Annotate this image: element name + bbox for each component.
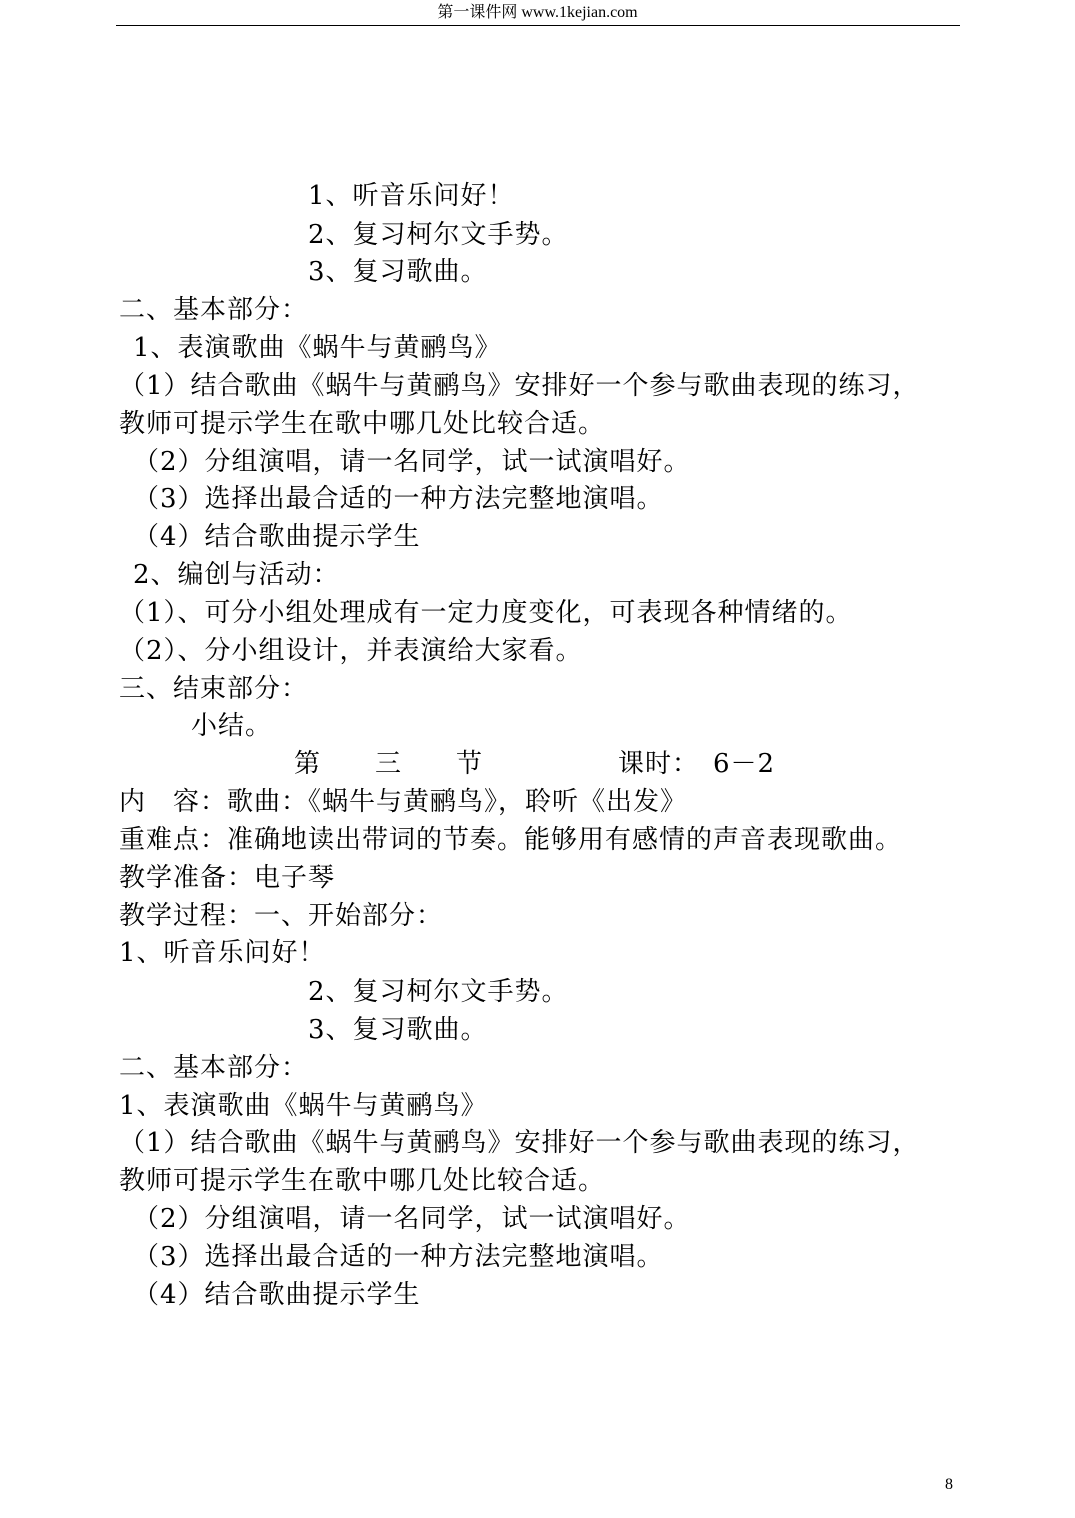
text-line: 教学过程：一、开始部分：	[119, 901, 444, 931]
section-heading: 三、结束部分：	[119, 674, 309, 704]
text-line: 内 容：歌曲：《蜗牛与黄鹂鸟》，聆听《出发》	[119, 787, 688, 817]
text-line: （1）结合歌曲《蜗牛与黄鹂鸟》安排好一个参与歌曲表现的练习，	[119, 371, 920, 401]
text-line: 2、复习柯尔文手势。	[308, 977, 569, 1007]
text-line: 教师可提示学生在歌中哪几处比较合适。	[119, 1166, 606, 1196]
section-heading: 二、基本部分：	[119, 1053, 309, 1083]
text-line: 1、表演歌曲《蜗牛与黄鹂鸟》	[119, 1091, 488, 1121]
lesson-title: 第 三 节 课时： 6－2	[294, 749, 776, 779]
text-line: 3、复习歌曲。	[308, 257, 488, 287]
text-line: 重难点：准确地读出带词的节奏。能够用有感情的声音表现歌曲。	[119, 825, 903, 855]
text-line: （2）分组演唱，请一名同学，试一试演唱好。	[133, 447, 691, 477]
text-line: （4）结合歌曲提示学生	[133, 522, 421, 552]
text-line: （1）结合歌曲《蜗牛与黄鹂鸟》安排好一个参与歌曲表现的练习，	[119, 1128, 920, 1158]
text-line: （3）选择出最合适的一种方法完整地演唱。	[133, 1242, 664, 1272]
text-line: 小结。	[191, 711, 273, 741]
text-line: 1、听音乐问好！	[119, 938, 326, 968]
header-divider	[116, 25, 960, 26]
text-line: 1、听音乐问好！	[308, 181, 515, 211]
text-line: 2、复习柯尔文手势。	[308, 220, 569, 250]
text-line: 3、复习歌曲。	[308, 1015, 488, 1045]
text-line: 教学准备：电子琴	[119, 863, 336, 893]
text-line: （2）分组演唱，请一名同学，试一试演唱好。	[133, 1204, 691, 1234]
text-line: 1、表演歌曲《蜗牛与黄鹂鸟》	[133, 333, 502, 363]
page-number: 8	[945, 1476, 953, 1493]
text-line: （4）结合歌曲提示学生	[133, 1280, 421, 1310]
text-line: 2、编创与活动：	[133, 560, 340, 590]
text-line: 教师可提示学生在歌中哪几处比较合适。	[119, 409, 606, 439]
page-header: 第一课件网 www.1kejian.com	[437, 4, 638, 21]
text-line: （1）、可分小组处理成有一定力度变化，可表现各种情绪的。	[119, 598, 853, 628]
text-line: （2）、分小组设计，并表演给大家看。	[119, 636, 583, 666]
text-line: （3）选择出最合适的一种方法完整地演唱。	[133, 484, 664, 514]
section-heading: 二、基本部分：	[119, 295, 309, 325]
